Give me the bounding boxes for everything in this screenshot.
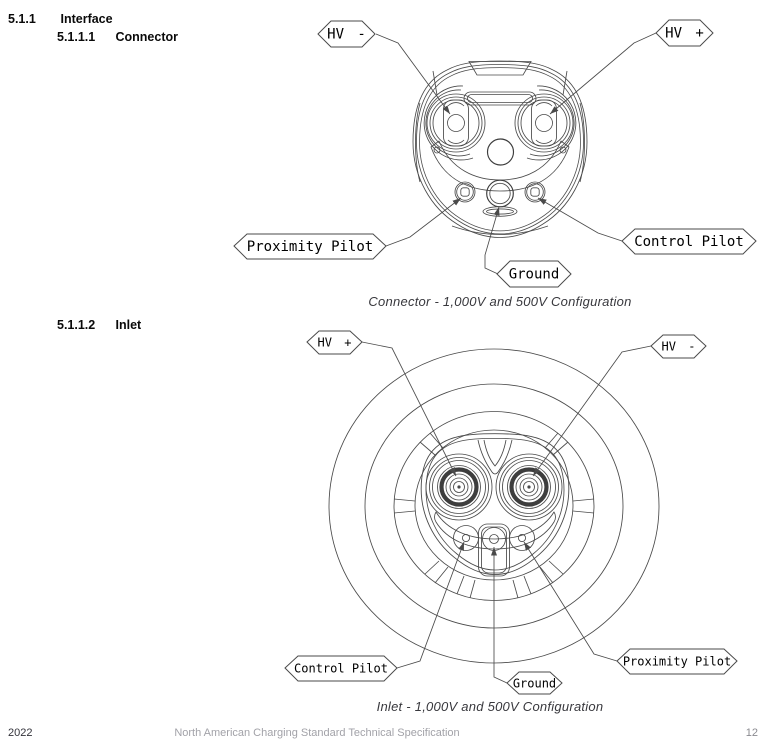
section-title: Interface (60, 12, 113, 26)
callout-hv-minus (651, 335, 706, 358)
callout-label-hv-minus: HV - (661, 339, 696, 354)
footer-year: 2022 (8, 727, 33, 739)
callout-proximity-pilot (617, 649, 737, 674)
footer-page-number: 12 (745, 727, 758, 739)
section-number: 5.1.1.2 (57, 318, 96, 332)
inlet-caption: Inlet - 1,000V and 500V Configuration (376, 699, 604, 714)
callout-hv-plus (307, 331, 362, 354)
connector-figure (0, 0, 768, 318)
connector-ground-pin (487, 180, 514, 207)
inlet-leader-lines (362, 342, 651, 683)
callout-label-control-pilot: Control Pilot (634, 234, 744, 250)
callout-label-hv-plus: HV + (317, 335, 352, 350)
inlet-figure (0, 325, 768, 705)
callout-label-proximity-pilot: Proximity Pilot (622, 654, 732, 669)
callout-label-ground: Ground (512, 676, 557, 691)
section-title: Connector (115, 30, 178, 44)
section-title: Inlet (115, 318, 142, 332)
callout-hv-minus (318, 21, 375, 47)
center-boss (488, 139, 514, 165)
section-number: 5.1.1.1 (57, 30, 96, 44)
callout-label-ground: Ground (508, 266, 560, 283)
connector-caption: Connector - 1,000V and 500V Configuration (368, 294, 632, 309)
inlet-hv-minus-socket (496, 454, 562, 520)
callout-label-proximity-pilot: Proximity Pilot (246, 239, 374, 255)
connector-leader-lines (376, 33, 656, 274)
section-number: 5.1.1 (8, 12, 36, 26)
inlet-hv-plus-socket (426, 454, 492, 520)
inlet-proximity-pilot-socket (510, 526, 535, 551)
callout-control-pilot (285, 656, 397, 681)
callout-label-hv-minus: HV - (327, 26, 366, 43)
callout-ground (497, 261, 571, 287)
callout-control-pilot (622, 229, 756, 254)
inlet-control-pilot-socket (454, 526, 479, 551)
footer-document-title: North American Charging Standard Technical Specification (174, 727, 460, 739)
top-tab (469, 62, 531, 76)
callout-label-control-pilot: Control Pilot (294, 661, 388, 676)
callout-proximity-pilot (234, 234, 386, 259)
connector-callouts (234, 20, 756, 287)
callout-ground (507, 672, 562, 694)
callout-label-hv-plus: HV + (665, 25, 704, 42)
callout-hv-plus (656, 20, 713, 46)
